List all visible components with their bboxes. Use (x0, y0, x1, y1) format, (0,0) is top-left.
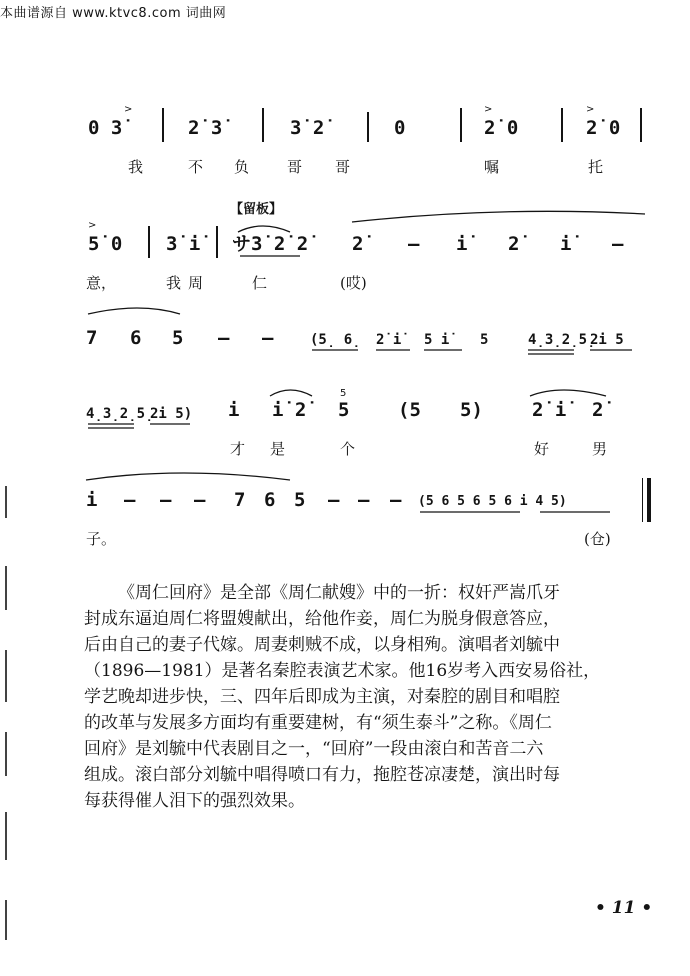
paragraph-line: （1896—1981）是著名秦腔表演艺术家。他16岁考入西安易俗社， (84, 661, 601, 681)
svg-text:>: > (124, 104, 133, 115)
page-number: • 11 • (595, 898, 653, 918)
measure-note: 4̣3̣2̣5̣ (86, 406, 154, 422)
lyric-char: (仓) (584, 530, 611, 548)
svg-text:>: > (484, 104, 493, 115)
paragraph-line: 每获得催人泪下的强烈效果。 (84, 791, 305, 811)
measure-note: 0 3̇ (88, 117, 123, 139)
svg-text:>: > (586, 104, 595, 115)
measure-note: – (390, 489, 402, 511)
measure-note: – (612, 233, 624, 255)
lyric-char: 嘱 (484, 158, 500, 176)
measure-note: 6 (130, 327, 142, 349)
measure-note: 2̇ 3̇ (188, 117, 223, 139)
paragraph-line: 组成。滚白部分刘毓中唱得喷口有力，拖腔苍凉凄楚，演出时每 (84, 765, 560, 785)
measure-note: 4̣3̣2̣5̣ (528, 332, 596, 348)
measure-note: 6 (264, 489, 276, 511)
measure-note: – (358, 489, 370, 511)
measure-note: 5̇ 0 (88, 233, 123, 255)
measure-note: – (328, 489, 340, 511)
measure-note: 7 (234, 489, 246, 511)
lyric-char: 哥 (287, 158, 303, 176)
svg-text:5: 5 (340, 388, 347, 399)
measure-note: 3̇ 2̇ (290, 117, 325, 139)
site-header: 本曲谱源自 www.ktvc8.com 词曲网 (0, 6, 227, 21)
paragraph-line: 学艺晚却进步快，三、四年后即成为主演，对秦腔的剧目和唱腔 (84, 687, 560, 707)
lyric-char: 才 (230, 440, 246, 458)
measure-note: 2̇ 0 (484, 117, 519, 139)
paragraph-line: 回府》是刘毓中代表剧目之一，“回府”一段由滚白和苦音二六 (84, 739, 544, 759)
measure-note: – (262, 327, 274, 349)
paragraph-line: 封成东逼迫周仁将盟嫂献出，给他作妾，周仁为脱身假意答应， (84, 609, 560, 629)
slur-mark (86, 473, 290, 480)
paragraph-line: 后由自己的妻子代嫁。周妻刺贼不成，以身相殉。演唱者刘毓中 (84, 635, 560, 655)
lyric-char: 我 (128, 158, 144, 176)
measure-note: – (194, 489, 206, 511)
description-text (84, 580, 664, 814)
lyric-char: 不 (188, 158, 204, 176)
slur-mark (530, 390, 606, 396)
measure-note: i̇ 2̇ (272, 399, 307, 421)
measure-note: – (160, 489, 172, 511)
measure-note: – (124, 489, 136, 511)
lyric-char: 哥 (335, 158, 351, 176)
measure-note: 2̇ 0 (586, 117, 621, 139)
measure-note: 5) (460, 399, 483, 421)
lyric-char: 周 (188, 274, 204, 292)
lyric-char: 男 (592, 440, 608, 458)
slur-mark (352, 211, 645, 222)
measure-note: 5 (480, 332, 489, 348)
measure-note: – (218, 327, 230, 349)
measure-note: (5̣ 6̣ (310, 332, 361, 348)
lyric-char: 托 (588, 158, 604, 176)
paragraph-line: 《周仁回府》是全部《周仁献嫂》中的一折：权奸严嵩爪牙 (118, 583, 560, 603)
measure-note: 2̇i 5 (590, 332, 624, 348)
measure-note: 2̇ i̇ (376, 332, 402, 348)
measure-note: i̇ (560, 233, 572, 255)
measure-note: 2̇ (508, 233, 520, 255)
tempo-marking: 【留板】 (230, 202, 283, 217)
slur-mark (88, 308, 180, 314)
measure-note: 5 (172, 327, 184, 349)
slur-mark (270, 390, 312, 396)
measure-note: i (228, 399, 240, 421)
measure-note: 7 (86, 327, 98, 349)
lyric-char: 子。 (86, 530, 117, 548)
measure-note: (5 6 5 6 5 6 i 4 5) (418, 494, 567, 509)
paragraph-line: 的改革与发展多方面均有重要建树，有“须生泰斗”之称。《周仁 (84, 713, 552, 733)
lyric-char: 意， (86, 274, 117, 292)
measure-note: 0 (394, 117, 406, 139)
measure-note: 5 (338, 399, 350, 421)
measure-note: i (86, 489, 98, 511)
measure-note: 3̇ i̇ (166, 233, 201, 255)
lyric-char: 好 (534, 440, 550, 458)
lyric-char: 个 (340, 440, 356, 458)
measure-note: 5 (294, 489, 306, 511)
lyric-char: 负 (234, 158, 250, 176)
measure-note: 2̇ i̇ (532, 399, 567, 421)
measure-note: 2̇i 5) (150, 406, 193, 422)
measure-note: 2̇ (352, 233, 364, 255)
lyric-char: (哎) (340, 274, 367, 292)
lyric-char: 仁 (252, 274, 268, 292)
slur-mark (238, 226, 290, 232)
measure-note: 2̇ (592, 399, 604, 421)
measure-note: (5 (398, 399, 421, 421)
lyric-char: 是 (270, 440, 286, 458)
measure-note: サ3̇ 2̇ 2̇ (232, 233, 309, 255)
lyric-char: 我 (166, 274, 182, 292)
measure-note: 5 i̇ (424, 332, 450, 348)
measure-note: – (408, 233, 420, 255)
measure-note: i̇ (456, 233, 468, 255)
svg-text:>: > (88, 220, 97, 231)
